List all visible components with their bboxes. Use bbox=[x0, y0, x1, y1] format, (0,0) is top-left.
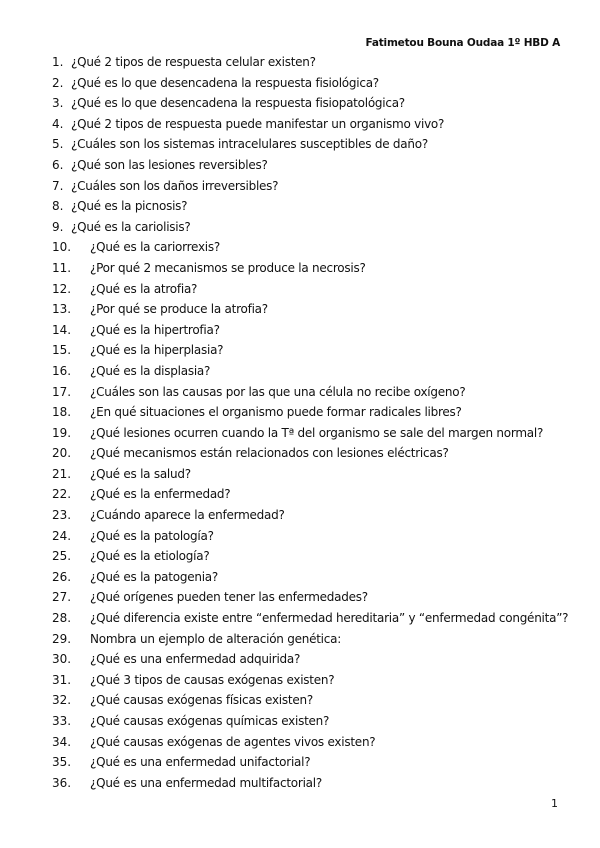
question-text: ¿Qué es la displasia? bbox=[90, 363, 211, 378]
question-number: 35. bbox=[52, 755, 72, 770]
question-item bbox=[52, 114, 572, 135]
question-number: 29. bbox=[52, 631, 72, 646]
question-item bbox=[52, 237, 572, 258]
question-item bbox=[52, 526, 572, 547]
question-list bbox=[52, 52, 572, 793]
question-number: 7. bbox=[52, 178, 64, 193]
question-item bbox=[52, 279, 572, 300]
question-text: Nombra un ejemplo de alteración genética: bbox=[90, 631, 341, 646]
question-text: ¿Qué es la salud? bbox=[90, 466, 191, 481]
question-text: ¿Qué es lo que desencadena la respuesta fisiopatológica? bbox=[71, 96, 405, 111]
question-text: ¿Qué 2 tipos de respuesta celular existen? bbox=[71, 55, 316, 69]
question-item bbox=[52, 340, 572, 361]
question-number: 24. bbox=[52, 528, 72, 543]
question-item bbox=[52, 608, 572, 629]
question-text: ¿Qué diferencia existe entre “enfermedad hereditaria” y “enfermedad congénita”? bbox=[90, 611, 569, 626]
question-number: 27. bbox=[52, 590, 72, 605]
question-number: 21. bbox=[52, 466, 72, 481]
question-number: 1. bbox=[52, 55, 64, 69]
page-number: 1 bbox=[551, 797, 558, 810]
question-text: ¿Qué es una enfermedad adquirida? bbox=[90, 652, 301, 667]
question-item bbox=[52, 587, 572, 608]
question-text: ¿Qué es la cariorrexis? bbox=[90, 240, 220, 255]
question-text: ¿Qué es la patología? bbox=[90, 528, 214, 543]
question-item bbox=[52, 134, 572, 155]
question-item bbox=[52, 711, 572, 732]
question-text: ¿Qué es la patogenia? bbox=[90, 569, 218, 584]
question-number: 4. bbox=[52, 116, 64, 131]
question-number: 9. bbox=[52, 219, 64, 234]
question-number: 34. bbox=[52, 734, 72, 749]
question-text: ¿Qué lesiones ocurren cuando la Tª del organismo se sale del margen normal? bbox=[90, 425, 544, 440]
question-item bbox=[52, 752, 572, 773]
question-text: ¿Qué causas exógenas químicas existen? bbox=[90, 714, 330, 728]
question-text: ¿Qué es la hiperplasia? bbox=[90, 343, 224, 358]
question-number: 12. bbox=[52, 281, 72, 296]
question-item bbox=[52, 299, 572, 320]
question-text: ¿Qué es la atrofia? bbox=[90, 281, 198, 296]
question-text: ¿Qué es una enfermedad multifactorial? bbox=[90, 775, 322, 790]
question-number: 23. bbox=[52, 508, 72, 523]
question-text: ¿Qué orígenes pueden tener las enfermedades? bbox=[90, 590, 368, 605]
question-text: ¿Qué son las lesiones reversibles? bbox=[71, 157, 268, 172]
question-item bbox=[52, 670, 572, 691]
question-number: 14. bbox=[52, 322, 72, 337]
question-text: ¿Qué causas exógenas de agentes vivos existen? bbox=[90, 734, 376, 749]
question-text: ¿Qué causas exógenas físicas existen? bbox=[90, 693, 313, 708]
question-item bbox=[52, 217, 572, 238]
document-author-header: Fatimetou Bouna Oudaa 1º HBD A bbox=[365, 37, 560, 49]
question-item bbox=[52, 73, 572, 94]
question-number: 33. bbox=[52, 714, 72, 728]
question-text: ¿Cuáles son los daños irreversibles? bbox=[71, 178, 279, 193]
question-item bbox=[52, 382, 572, 403]
question-item bbox=[52, 155, 572, 176]
question-number: 13. bbox=[52, 302, 72, 317]
question-item bbox=[52, 52, 572, 73]
question-number: 2. bbox=[52, 75, 64, 90]
question-number: 22. bbox=[52, 487, 72, 502]
question-text: ¿Qué 3 tipos de causas exógenas existen? bbox=[90, 672, 335, 687]
question-number: 3. bbox=[52, 96, 64, 111]
question-item bbox=[52, 402, 572, 423]
question-text: ¿Qué es la etiología? bbox=[90, 549, 210, 564]
question-item bbox=[52, 649, 572, 670]
question-item bbox=[52, 484, 572, 505]
question-text: ¿Qué mecanismos están relacionados con lesiones eléctricas? bbox=[90, 446, 449, 461]
question-item bbox=[52, 732, 572, 753]
question-item bbox=[52, 443, 572, 464]
question-item bbox=[52, 567, 572, 588]
question-number: 20. bbox=[52, 446, 72, 461]
question-text: ¿Por qué se produce la atrofia? bbox=[90, 302, 268, 317]
question-number: 25. bbox=[52, 549, 72, 564]
question-text: ¿Qué es lo que desencadena la respuesta fisiológica? bbox=[71, 75, 379, 90]
question-item bbox=[52, 505, 572, 526]
question-number: 30. bbox=[52, 652, 72, 667]
question-text: ¿Qué es la cariolisis? bbox=[71, 219, 191, 234]
question-item bbox=[52, 464, 572, 485]
question-number: 36. bbox=[52, 775, 72, 790]
question-number: 16. bbox=[52, 363, 72, 378]
question-number: 32. bbox=[52, 693, 72, 708]
question-item bbox=[52, 629, 572, 650]
question-number: 8. bbox=[52, 199, 64, 214]
question-item bbox=[52, 546, 572, 567]
question-item bbox=[52, 93, 572, 114]
question-text: ¿Qué 2 tipos de respuesta puede manifestar un organismo vivo? bbox=[71, 116, 445, 131]
question-item bbox=[52, 423, 572, 444]
question-text: ¿Qué es una enfermedad unifactorial? bbox=[90, 755, 311, 770]
question-number: 5. bbox=[52, 137, 64, 152]
question-text: ¿Cuáles son los sistemas intracelulares susceptibles de daño? bbox=[71, 137, 428, 152]
question-text: ¿Cuándo aparece la enfermedad? bbox=[90, 508, 285, 523]
question-text: ¿Por qué 2 mecanismos se produce la necrosis? bbox=[90, 260, 366, 275]
question-number: 6. bbox=[52, 157, 64, 172]
question-number: 31. bbox=[52, 672, 72, 687]
question-item bbox=[52, 773, 572, 794]
question-text: ¿Cuáles son las causas por las que una célula no recibe oxígeno? bbox=[90, 384, 466, 399]
question-item bbox=[52, 361, 572, 382]
question-text: ¿Qué es la enfermedad? bbox=[90, 487, 231, 502]
question-number: 15. bbox=[52, 343, 72, 358]
question-number: 17. bbox=[52, 384, 72, 399]
question-item bbox=[52, 690, 572, 711]
question-item bbox=[52, 258, 572, 279]
question-item bbox=[52, 176, 572, 197]
question-item bbox=[52, 196, 572, 217]
question-text: ¿Qué es la hipertrofia? bbox=[90, 322, 220, 337]
question-number: 28. bbox=[52, 611, 72, 626]
question-number: 19. bbox=[52, 425, 72, 440]
question-number: 26. bbox=[52, 569, 72, 584]
question-text: ¿En qué situaciones el organismo puede formar radicales libres? bbox=[90, 405, 462, 420]
question-number: 11. bbox=[52, 260, 72, 275]
question-item bbox=[52, 320, 572, 341]
question-number: 10. bbox=[52, 240, 72, 255]
question-number: 18. bbox=[52, 405, 72, 420]
question-text: ¿Qué es la picnosis? bbox=[71, 199, 188, 214]
